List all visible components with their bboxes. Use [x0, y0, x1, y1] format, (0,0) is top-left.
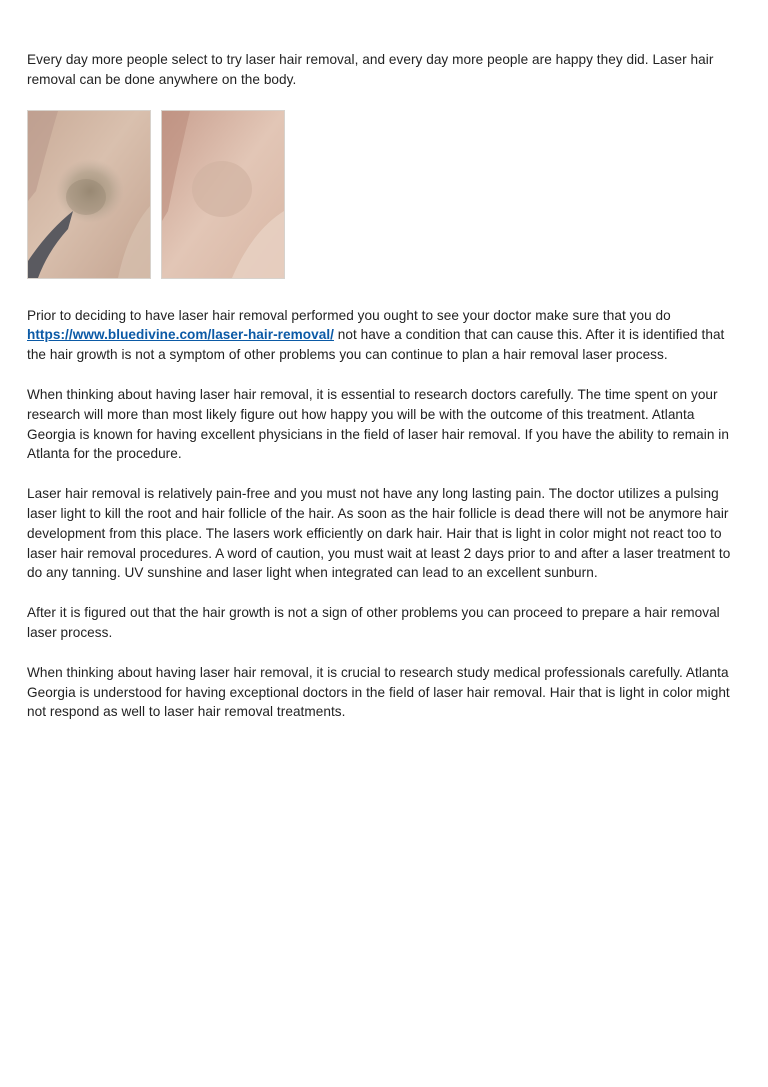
paragraph-doctor-check-start: Prior to deciding to have laser hair removal performed you ought to see your doctor make sure that you do: [27, 307, 671, 323]
paragraph-figured-out: After it is figured out that the hair growth is not a sign of other problems you can proceed to prepare a hair removal laser process.: [27, 605, 720, 640]
paragraph-research-doctors: When thinking about having laser hair removal, it is essential to research doctors carefully. The time spent on your research will more than most likely figure out how happy you will be with the outcome of this treatment. Atlanta Georgia is known for having excellent physicians in the field of laser hair removal. If you have the ability to remain in Atlanta for the procedure.: [27, 386, 729, 462]
underarm-before-photo: [27, 110, 151, 279]
paragraph-doctor-check-end: not have a condition that can cause this. After it is identified that the hair growth is not a symptom of other problems you can continue to plan a hair removal laser process.: [27, 327, 725, 363]
bluedivine-link[interactable]: https://www.bluedivine.com/laser-hair-removal/: [27, 327, 334, 343]
paragraph-intro: Every day more people select to try laser hair removal, and every day more people are happy they did. Laser hair removal can be done anywhere on the body.: [27, 52, 714, 87]
paragraph-doctor-check: [27, 306, 732, 365]
underarm-after-photo: [161, 110, 285, 279]
paragraph-crucial-research: When thinking about having laser hair removal, it is crucial to research study medical professionals carefully. Atlanta Georgia is understood for having exceptional doctors in the field of laser hair removal. Hair that is light in color might not respond as well to laser hair removal treatments.: [27, 664, 730, 720]
before-after-photos: [27, 110, 732, 279]
paragraph-pain-free: Laser hair removal is relatively pain-free and you must not have any long lasting pain. The doctor utilizes a pulsing laser light to kill the root and hair follicle of the hair. As soon as the hair follicle is dead there will not be anymore hair development from this place. The lasers work efficiently on dark hair. Hair that is light in color might not react too to laser hair removal procedures. A word of caution, you must wait at least 2 days prior to and after a laser treatment to do any tanning. UV sunshine and laser light when integrated can lead to an excellent sunburn.: [27, 486, 731, 581]
